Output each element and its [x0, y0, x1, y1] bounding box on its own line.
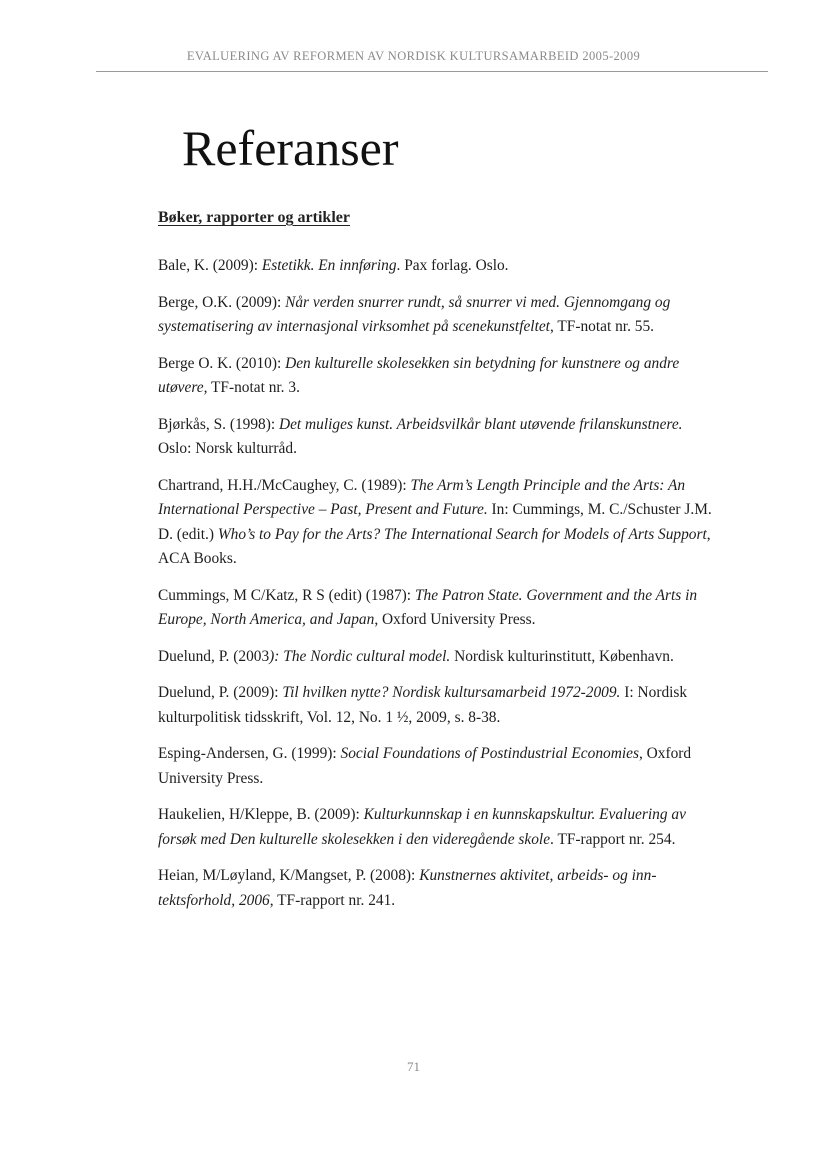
reference-item — [158, 254, 718, 279]
reference-text: , TF-rapport nr. 241. — [269, 891, 396, 909]
reference-text: Chartrand, H.H./McCaughey, C. (1989): — [158, 476, 411, 494]
reference-title: Det muliges kunst. Arbeidsvilkår blant utøvende frilanskunstnere. — [278, 415, 683, 433]
reference-title: Social Foundations of Postindustrial Economies — [340, 745, 639, 762]
reference-text: . Pax forlag. Oslo. — [396, 257, 509, 274]
reference-item — [158, 474, 718, 572]
reference-title: Når verden snurrer rundt, så snurrer vi med. Gjennomgang og systematisering av internasjonal virksomhet på scenekunstfeltet — [158, 293, 671, 335]
reference-item — [158, 645, 718, 670]
reference-title: Kulturkunnskap i en kunnskapskultur. Evaluering av forsøk med Den kulturelle skolesekken i den videregående skole — [158, 806, 686, 848]
reference-text: Heian, M/Løyland, K/Mangset, P. (2008): — [158, 867, 420, 884]
reference-item — [158, 681, 718, 730]
reference-text: , Oxford University Press. — [374, 611, 536, 628]
reference-text: . TF-rapport nr. 254. — [550, 830, 676, 848]
header-divider — [96, 71, 768, 72]
reference-title: Den kulturelle skolesekken sin betydning for kunstnere og andre utøvere, — [158, 354, 680, 396]
reference-text: Esping-Andersen, G. (1999): — [158, 745, 341, 762]
reference-item — [158, 413, 718, 462]
reference-item — [158, 864, 718, 913]
reference-title: Til hvilken nytte? Nordisk kultursamarbeid 1972-2009. — [282, 684, 621, 701]
reference-text: Oslo: Norsk kulturråd. — [158, 440, 297, 457]
reference-text: Haukelien, H/Kleppe, B. (2009): — [158, 806, 364, 823]
section-heading: Bøker, rapporter og artikler — [158, 209, 350, 226]
reference-item — [158, 291, 718, 340]
reference-item — [158, 742, 718, 791]
page-title: Referanser — [182, 120, 399, 176]
reference-text: TF-notat nr. 3. — [207, 379, 300, 396]
reference-text: Bale, K. (2009): — [158, 257, 262, 274]
reference-text: Cummings, M C/Katz, R S (edit) (1987): — [158, 586, 415, 604]
reference-text: , Oxford University Press. — [158, 745, 692, 787]
running-header: EVALUERING AV REFORMEN AV NORDISK KULTURSAMARBEID 2005-2009 — [186, 49, 641, 63]
reference-text: Bjørkås, S. (1998): — [158, 415, 279, 433]
reference-text: In: Cummings, M. C./Schuster J.M. D. (edit.) — [158, 501, 712, 543]
page-number: 71 — [407, 1059, 420, 1074]
reference-title: Estetikk. En innføring — [261, 257, 397, 274]
reference-text: I: Nordisk kulturpolitisk tidsskrift, Vol. 12, No. 1 ½, 2009, s. 8-38. — [158, 684, 688, 726]
reference-item — [158, 803, 718, 852]
reference-title: Kunstnernes aktivitet, arbeids- og inntektsforhold, 2006 — [158, 867, 657, 909]
reference-text: , ACA Books. — [158, 525, 711, 567]
reference-item — [158, 352, 718, 401]
reference-title: ): The Nordic cultural model. — [269, 647, 451, 665]
reference-text: Berge O. K. (2010): — [158, 354, 286, 372]
reference-text: Berge, O.K. (2009): — [158, 293, 286, 311]
reference-text: Duelund, P. (2009): — [158, 684, 283, 701]
reference-text: Duelund, P. (2003 — [158, 647, 270, 665]
reference-item — [158, 584, 718, 633]
reference-text: Nordisk kulturinstitutt, København. — [450, 647, 674, 665]
reference-title: Who’s to Pay for the Arts? The International Search for Models of Arts Support — [217, 525, 707, 543]
reference-list — [158, 254, 718, 925]
reference-text: , TF-notat nr. 55. — [549, 318, 654, 335]
reference-title: The Arm’s Length Principle and the Arts: An International Perspective – Past, Present and Future. — [158, 476, 686, 518]
reference-title: The Patron State. Government and the Arts in Europe, North America, and Japan — [158, 586, 698, 628]
